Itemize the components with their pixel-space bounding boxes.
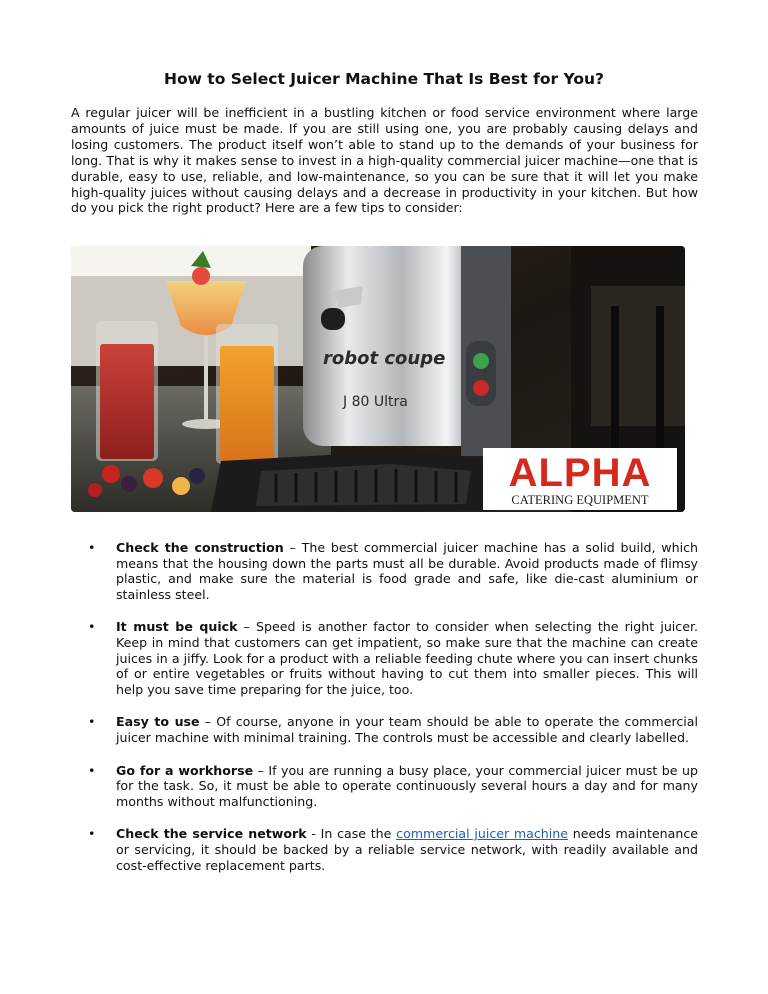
tip-heading: It must be quick — [116, 619, 238, 635]
list-item — [88, 619, 698, 697]
tip-heading: Check the construction — [116, 540, 284, 555]
list-item — [88, 826, 698, 873]
tip-body-before-link: - In case the — [306, 826, 397, 842]
tip-heading: Easy to use — [116, 714, 200, 730]
list-item — [88, 714, 698, 745]
bullet-icon: • — [88, 714, 96, 730]
commercial-juicer-machine-link[interactable]: commercial juicer machine — [396, 826, 569, 842]
logo-sub-text: CATERING EQUIPMENT — [511, 493, 649, 507]
tip-body-after-link: needs maintenance or servicing, it should be backed by a reliable service network, with readily available and cost-effective replacement parts. — [116, 826, 699, 873]
machine-model-label: J 80 Ultra — [343, 394, 408, 410]
alpha-catering-logo — [483, 448, 677, 510]
intro-paragraph: A regular juicer will be inefficient in a bustling kitchen or food service environment where large amounts of juice must be made. If you are still using one, you are probably causing delays and losing customers. The product itself won’t able to stand up to the demands of your business for long. That is why it makes sense to invest in a high-quality commercial juicer machine—one that is durable, easy to use, reliable, and low-maintenance, so you can be sure that it will let you make high-quality juices without causing delays and a decrease in productivity in your kitchen. But how do you pick the right product? Here are a few tips to consider: — [71, 105, 698, 216]
page-title: How to Select Juicer Machine That Is Best for You? — [163, 70, 605, 88]
tips-list — [88, 540, 698, 890]
bullet-icon: • — [88, 826, 96, 842]
bullet-icon: • — [88, 540, 96, 555]
machine-brand-label: robot coupe — [323, 348, 446, 369]
bullet-icon: • — [88, 619, 96, 635]
tip-body: – Speed is another factor to consider when selecting the right juicer. Keep in mind that customers can get impatient, so make sure that the machine can create juices in a jiffy. Look for a product with a reliable feeding chute where you can insert chunks of or entire vegetables or fruits without having to cut them into smaller pieces. This will help you save time preparing for the juice, too. — [116, 619, 698, 697]
tip-heading: Go for a workhorse — [116, 762, 254, 778]
tip-body: – The best commercial juicer machine has a solid build, which means that the housing down the parts must all be durable. Avoid products made of flimsy plastic, and make sure the material is food grade and safe, like die-cast aluminium or stainless steel. — [116, 540, 698, 602]
tip-body: – Of course, anyone in your team should be able to operate the commercial juicer machine with minimal training. The controls must be accessible and clearly labelled. — [116, 714, 698, 745]
list-item — [88, 763, 698, 810]
tip-heading: Check the service network — [116, 826, 307, 842]
bullet-icon: • — [88, 762, 96, 778]
juicer-product-image — [71, 246, 685, 512]
list-item — [88, 540, 698, 602]
tip-body: – If you are running a busy place, your commercial juicer must be up for the task. So, it must be able to operate continuously several hours a day and for many months without malfunctioning. — [116, 762, 698, 809]
logo-main-text: ALPHA — [508, 451, 652, 495]
